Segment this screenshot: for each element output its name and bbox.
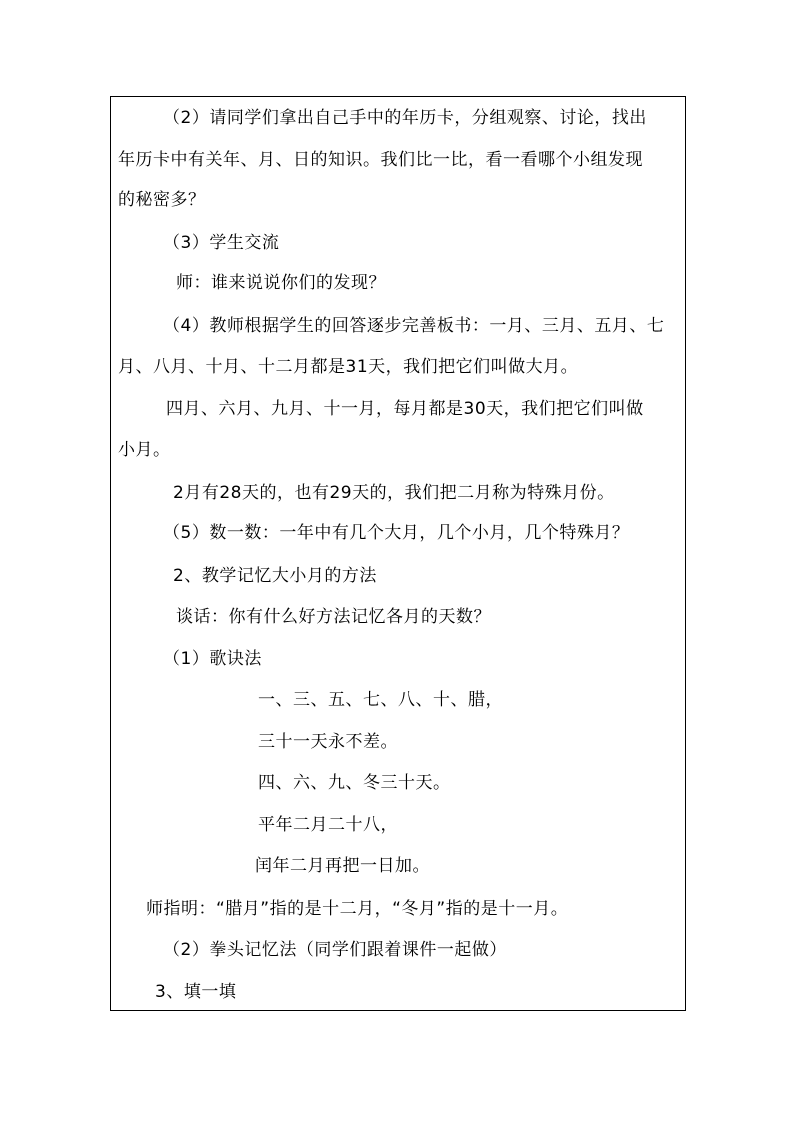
subsection-heading: （1）歌诀法 [163,649,262,669]
paragraph-line: （4）教师根据学生的回答逐步完善板书：一月、三月、五月、七 [163,316,665,336]
paragraph-line: （2）请同学们拿出自己手中的年历卡，分组观察、讨论，找出 [163,108,647,128]
paragraph-line: 师：谁来说说你们的发现？ [176,273,386,293]
paragraph-line: （3）学生交流 [163,233,280,253]
verse-line: 一、三、五、七、八、十、腊， [258,690,503,710]
section-heading: 3、填一填 [155,982,237,1002]
verse-line: 四、六、九、冬三十天。 [258,773,451,793]
paragraph-line: 年历卡中有关年、月、日的知识。我们比一比，看一看哪个小组发现 [118,150,643,170]
verse-line: 三十一天永不差。 [258,732,398,752]
paragraph-line: 谈话：你有什么好方法记忆各月的天数？ [176,607,491,627]
verse-line: 平年二月二十八， [258,815,398,835]
paragraph-line: 师指明：“腊月”指的是十二月，“冬月”指的是十一月。 [146,899,569,919]
paragraph-line: 月、八月、十月、十二月都是31天，我们把它们叫做大月。 [118,357,579,377]
subsection-heading: （2）拳头记忆法（同学们跟着课件一起做） [163,940,507,960]
section-heading: 2、教学记忆大小月的方法 [173,566,377,586]
paragraph-line: 小月。 [118,440,171,460]
paragraph-line: （5）数一数：一年中有几个大月，几个小月，几个特殊月？ [163,523,630,543]
paragraph-line: 四月、六月、九月、十一月，每月都是30天，我们把它们叫做 [166,399,644,419]
paragraph-line: 2月有28天的，也有29天的，我们把二月称为特殊月份。 [173,483,615,503]
verse-line: 闰年二月再把一日加。 [255,856,430,876]
paragraph-line: 的秘密多？ [118,190,206,210]
